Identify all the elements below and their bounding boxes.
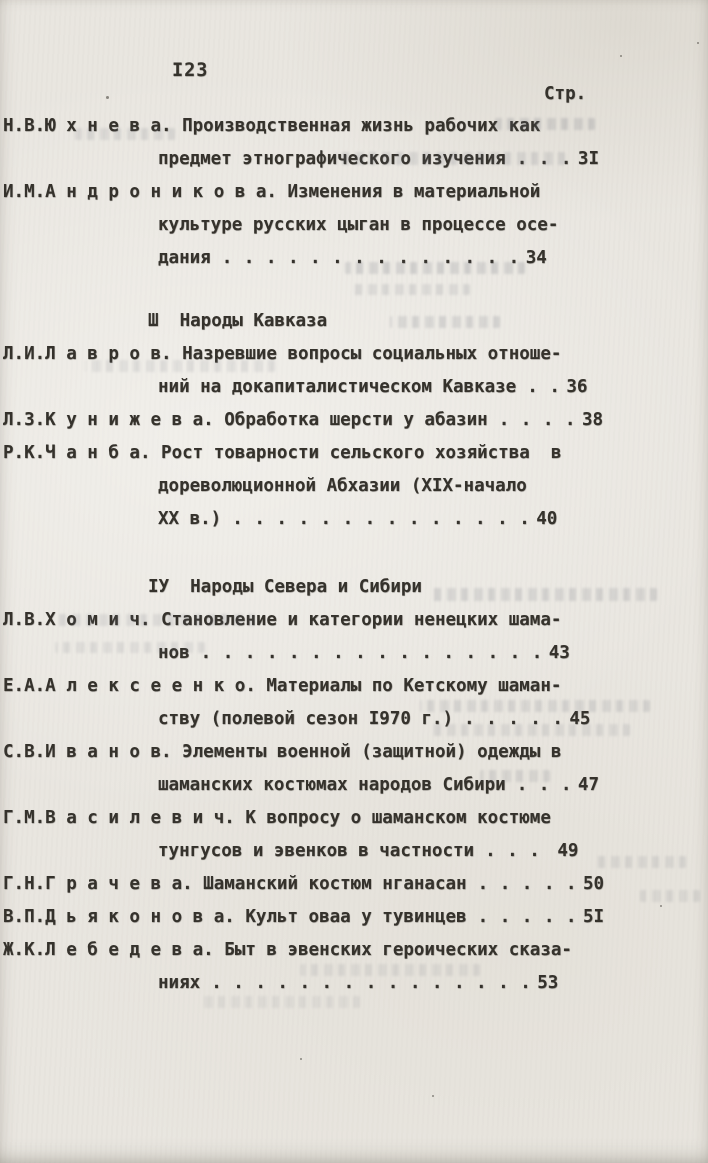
- dot-leader: . . . . .: [466, 874, 577, 894]
- dot-leader: . . . . . . . . . . . . . .: [221, 509, 531, 529]
- dot-leader: . . . . . . . . . . . . . . .: [200, 973, 532, 993]
- paper-speck: [620, 55, 622, 57]
- toc-line: [3, 901, 705, 934]
- page-ref: 3I: [577, 149, 599, 169]
- entry-text: И.М.А н д р о н и к о в а. Изменения в материальной: [3, 182, 541, 202]
- dot-leader: . . .: [505, 149, 572, 169]
- bleed-through-smudge: [596, 856, 686, 868]
- toc-line: [3, 934, 705, 967]
- paper-speck: [106, 96, 109, 99]
- entry-text: шаманских костюмах народов Сибири: [158, 775, 506, 795]
- paper-speck: [300, 1058, 302, 1060]
- bleed-through-smudge: [495, 118, 595, 130]
- page-ref: 50: [582, 874, 605, 894]
- entry-text: ниях: [158, 973, 201, 993]
- page-ref: 49: [557, 841, 579, 861]
- entry-text: тунгусов и эвенков в частности: [158, 841, 475, 861]
- bleed-through-smudge: [350, 284, 470, 295]
- page-ref: 5I: [582, 907, 605, 927]
- dot-leader: . . .: [474, 841, 552, 861]
- bleed-through-smudge: [480, 770, 550, 782]
- toc-line: [3, 209, 705, 242]
- dot-leader: . .: [516, 377, 561, 397]
- bleed-through-smudge: [390, 316, 500, 328]
- bleed-through-smudge: [200, 996, 360, 1008]
- bleed-through-smudge: [430, 724, 630, 736]
- entry-text: XX в.): [158, 509, 222, 529]
- entry-text: ний на докапиталистическом Кавказе: [158, 377, 517, 397]
- page-ref: 53: [537, 973, 559, 993]
- page-ref: 45: [569, 709, 591, 729]
- dot-leader: . . . . . . . . . . . . . . . .: [189, 643, 543, 663]
- entry-text: Е.А.А л е к с е е н к о. Материалы по Кетскому шаман-: [3, 676, 562, 696]
- entry-text: В.П.Д ь я к о н о в а. Культ оваа у тувинцев: [3, 907, 467, 927]
- toc-line: [3, 176, 705, 209]
- dot-leader: . . . . .: [453, 709, 564, 729]
- toc-line: [3, 670, 705, 703]
- entry-text: С.В.И в а н о в. Элементы военной (защитной) одежды в: [3, 742, 562, 762]
- toc-line: [3, 503, 705, 536]
- entry-text: нов: [158, 643, 190, 663]
- dot-leader: . . . . .: [466, 907, 577, 927]
- page-ref: 34: [525, 248, 547, 268]
- entry-text: Л.И.Л а в р о в. Назревшие вопросы социальных отноше-: [3, 344, 562, 364]
- entry-text: Р.К.Ч а н б а. Рост товарности сельского хозяйства в: [3, 443, 562, 463]
- bleed-through-smudge: [640, 890, 700, 902]
- toc-line: [3, 802, 705, 835]
- bleed-through-smudge: [300, 964, 480, 976]
- entry-text: Ш Народы Кавказа: [148, 311, 328, 331]
- bleed-through-smudge: [55, 614, 255, 626]
- entry-text: Ж.К.Л е б е д е в а. Быт в эвенских героических сказа-: [3, 940, 572, 960]
- bleed-through-smudge: [75, 128, 175, 140]
- page-ref: 38: [581, 410, 604, 430]
- bleed-through-smudge: [85, 360, 275, 372]
- page-number: I23: [172, 60, 209, 81]
- entry-text: IУ Народы Севера и Сибири: [148, 577, 422, 597]
- page-column-header: Стр.: [544, 84, 587, 104]
- entry-text: ству (полевой сезон I970 г.): [158, 709, 454, 729]
- toc-line: [3, 769, 705, 802]
- bleed-through-smudge: [345, 262, 525, 274]
- bleed-through-smudge: [432, 588, 657, 601]
- page-ref: 36: [566, 377, 588, 397]
- toc-line: [3, 736, 705, 769]
- dot-leader: . . . . . . . . . . . . . .: [210, 248, 520, 268]
- page-ref: 40: [536, 509, 558, 529]
- entry-text: Г.Н.Г р а ч е в а. Шаманский костюм нганасан: [3, 874, 467, 894]
- toc-line: [3, 868, 705, 901]
- bleed-through-smudge: [335, 152, 565, 165]
- toc-line: [3, 404, 705, 437]
- toc-line: [3, 371, 705, 404]
- paper-speck: [432, 1095, 434, 1097]
- page-ref: 43: [548, 643, 570, 663]
- toc-line: [3, 437, 705, 470]
- entry-text: предмет этнографического изучения: [158, 149, 506, 169]
- entry-text: культуре русских цыган в процессе осе-: [158, 215, 559, 235]
- paper-speck: [697, 42, 699, 44]
- entry-text: дания: [158, 248, 211, 268]
- entry-text: дореволюционной Абхазии (XIX-начало: [158, 476, 527, 496]
- section-heading: [3, 305, 705, 338]
- bleed-through-smudge: [55, 642, 205, 653]
- bleed-through-smudge: [420, 700, 650, 712]
- page-ref: 47: [577, 775, 599, 795]
- dot-leader: . . .: [505, 775, 572, 795]
- entry-text: Л.З.К у н и ж е в а. Обработка шерсти у абазин: [3, 410, 488, 430]
- entry-text: Г.М.В а с и л е в и ч. К вопросу о шаманском костюме: [3, 808, 551, 828]
- toc-line: [3, 470, 705, 503]
- entry-text: Н.В.Ю х н е в а. Производственная жизнь рабочих как: [3, 116, 541, 136]
- dot-leader: . . . .: [487, 410, 576, 430]
- paper-speck: [660, 905, 662, 907]
- entry-text: Л.В.Х о м и ч. Становление и категории ненецких шама-: [3, 610, 562, 630]
